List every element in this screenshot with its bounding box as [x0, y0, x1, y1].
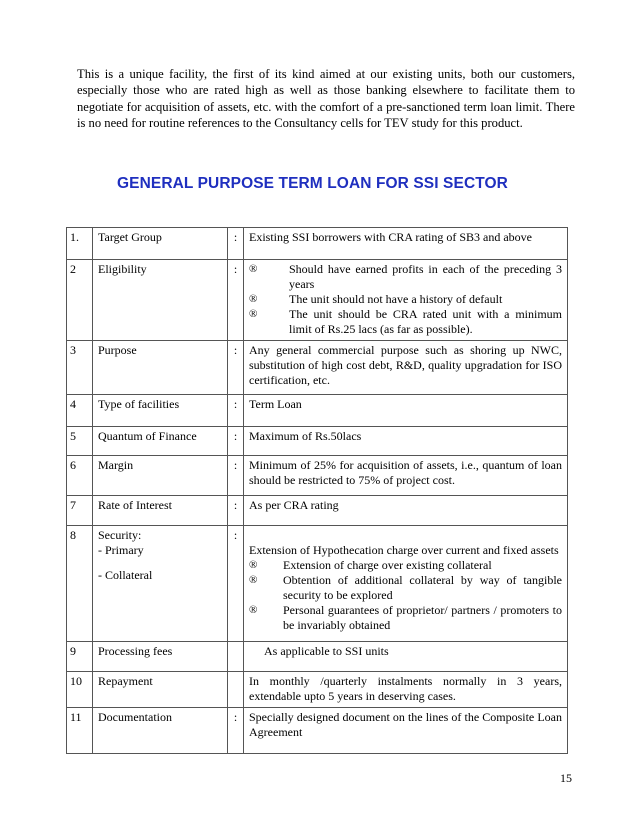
row-value	[244, 526, 568, 642]
row-value: Maximum of Rs.50lacs	[244, 427, 568, 456]
row-label: Eligibility	[93, 260, 228, 341]
row-value: Specially designed document on the lines of the Composite Loan Agreement	[244, 708, 568, 754]
bullet-text: The unit should be CRA rated unit with a minimum limit of Rs.25 lacs (as far as possible).	[289, 307, 562, 336]
row-number: 1.	[67, 228, 93, 260]
row-label: Documentation	[93, 708, 228, 754]
row-colon: :	[228, 526, 244, 642]
table-row	[67, 526, 568, 642]
loan-terms-table	[66, 227, 568, 754]
row-value: As per CRA rating	[244, 496, 568, 526]
registered-bullet-icon: ®	[249, 263, 258, 275]
row-colon: :	[228, 395, 244, 427]
table-row	[67, 341, 568, 395]
row-colon: :	[228, 260, 244, 341]
row-value: Term Loan	[244, 395, 568, 427]
row-number: 11	[67, 708, 93, 754]
row-number: 6	[67, 456, 93, 496]
list-item	[249, 558, 562, 573]
table-row	[67, 672, 568, 708]
table-row	[67, 496, 568, 526]
row-colon	[228, 672, 244, 708]
row-colon	[228, 642, 244, 672]
bullet-text: The unit should not have a history of default	[289, 292, 503, 306]
row-colon: :	[228, 496, 244, 526]
row-value: As applicable to SSI units	[244, 642, 568, 672]
row-colon: :	[228, 456, 244, 496]
bullet-text: Should have earned profits in each of the preceding 3 years	[289, 262, 562, 291]
row-number: 3	[67, 341, 93, 395]
security-label: Security:	[98, 528, 142, 542]
table-row	[67, 260, 568, 341]
registered-bullet-icon: ®	[249, 574, 258, 586]
row-number: 7	[67, 496, 93, 526]
row-label: Type of facilities	[93, 395, 228, 427]
row-number: 10	[67, 672, 93, 708]
bullet-text: Obtention of additional collateral by way of tangible security to be explored	[283, 573, 562, 602]
page-heading: GENERAL PURPOSE TERM LOAN FOR SSI SECTOR	[117, 175, 508, 192]
row-label	[93, 526, 228, 642]
row-number: 9	[67, 642, 93, 672]
row-colon: :	[228, 228, 244, 260]
row-number: 8	[67, 526, 93, 642]
row-label: Quantum of Finance	[93, 427, 228, 456]
row-colon: :	[228, 427, 244, 456]
table-row	[67, 228, 568, 260]
row-colon: :	[228, 708, 244, 754]
security-collateral-label: - Collateral	[98, 568, 153, 582]
registered-bullet-icon: ®	[249, 308, 258, 320]
row-number: 5	[67, 427, 93, 456]
row-value: Any general commercial purpose such as shoring up NWC, substitution of high cost debt, R&D, quality upgradation for ISO certification, etc.	[244, 341, 568, 395]
table-row	[67, 642, 568, 672]
row-label: Margin	[93, 456, 228, 496]
registered-bullet-icon: ®	[249, 293, 258, 305]
list-item	[249, 292, 562, 307]
list-item	[249, 307, 562, 337]
security-primary-label: - Primary	[98, 543, 144, 557]
row-label: Rate of Interest	[93, 496, 228, 526]
intro-paragraph: This is a unique facility, the first of its kind aimed at our existing units, both our customers, especially those who are rated high as well as those banking elsewhere to facilitate them to negotiate for acquisition of assets, etc. with the comfort of a pre-sanctioned term loan limit. There is no need for routine references to the Consultancy cells for TEV study for this product.	[77, 67, 575, 130]
registered-bullet-icon: ®	[249, 604, 258, 616]
row-label: Purpose	[93, 341, 228, 395]
row-value: In monthly /quarterly instalments normally in 3 years, extendable upto 5 years in deserving cases.	[244, 672, 568, 708]
list-item	[249, 573, 562, 603]
bullet-text: Personal guarantees of proprietor/ partners / promoters to be invariably obtained	[283, 603, 562, 632]
table-row	[67, 456, 568, 496]
row-value: Existing SSI borrowers with CRA rating of SB3 and above	[244, 228, 568, 260]
page-number: 15	[560, 771, 572, 785]
row-colon: :	[228, 341, 244, 395]
row-value	[244, 260, 568, 341]
registered-bullet-icon: ®	[249, 559, 258, 571]
bullet-text: Extension of charge over existing collateral	[283, 558, 492, 572]
list-item	[249, 603, 562, 633]
table-row	[67, 708, 568, 754]
row-label: Repayment	[93, 672, 228, 708]
row-number: 2	[67, 260, 93, 341]
security-primary-text: Extension of Hypothecation charge over current and fixed assets	[249, 543, 559, 557]
row-number: 4	[67, 395, 93, 427]
list-item	[249, 262, 562, 292]
table-row	[67, 427, 568, 456]
table-row	[67, 395, 568, 427]
row-label: Processing fees	[93, 642, 228, 672]
row-label: Target Group	[93, 228, 228, 260]
row-value: Minimum of 25% for acquisition of assets, i.e., quantum of loan should be restricted to 75% of project cost.	[244, 456, 568, 496]
